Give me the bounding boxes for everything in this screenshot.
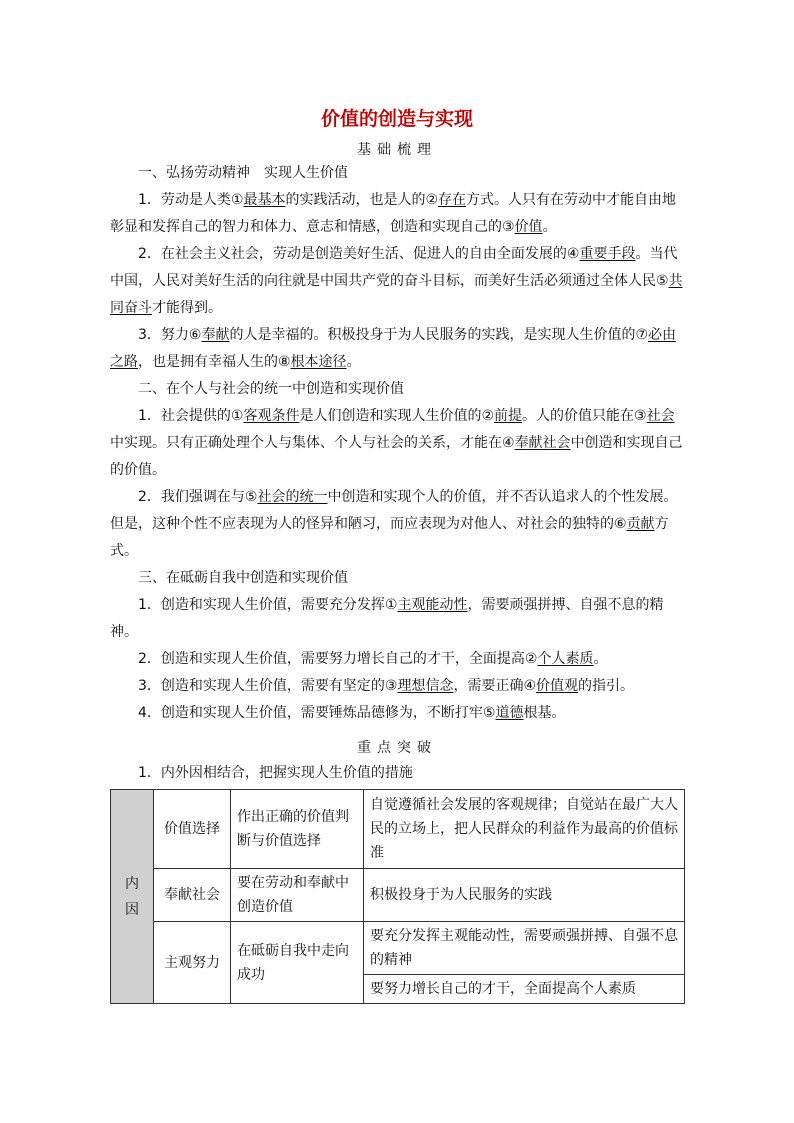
paragraph-self-4: 4．创造和实现人生价值，需要锤炼品德修为，不断打牢⑤道德根基。 [138,705,566,721]
paragraph-labor-2: 2．在社会主义社会，劳动是创造美好生活、促进人的自由全面发展的④重要手段。当代中国，人民对美好生活的向往就是中国共产党的奋斗目标，而美好生活必须通过全体人民⑤共同奋斗才能得到。 [110,246,683,316]
paragraph-labor-1: 1．劳动是人类①最基本的实践活动，也是人的②存在方式。人只有在劳动中才能自由地彰显和发挥自己的智力和体力、意志和情感，创造和实现自己的③价值。 [110,192,677,235]
answer-blank: 贡献 [626,516,655,532]
heading-labor-spirit: 一、弘扬劳动精神 实现人生价值 [138,165,348,181]
answer-blank: 最基本 [243,192,286,208]
table-row [111,922,685,975]
answer-blank: 客观条件 [243,408,300,424]
measures-table [110,789,685,1004]
answer-blank: 共同奋斗 [110,273,683,316]
answer-blank: 重要手段 [579,246,636,262]
answer-blank: 社会的统一 [257,489,328,505]
answer-blank: 理想信念 [397,678,454,694]
table-cell: 价值选择 [154,790,231,869]
section-heading-basics: 基础梳理 [357,142,437,158]
paragraph-labor-3: 3．努力⑥奉献的人是幸福的。积极投身于为人民服务的实践，是实现人生价值的⑦必由之路，也是拥有幸福人生的⑧根本途径。 [110,327,677,370]
paragraph-society-1: 1．社会提供的①客观条件是人们创造和实现人生价值的②前提。人的价值只能在③社会中实现。只有正确处理个人与集体、个人与社会的关系，才能在④奉献社会中创造和实现自己的价值。 [110,408,683,478]
internal-factor-label: 内 因 [111,790,154,1004]
answer-blank: 奉献社会 [514,435,571,451]
answer-blank: 道德 [495,705,524,721]
table-cell: 奉献社会 [154,869,231,922]
paragraph-self-2: 2．创造和实现人生价值，需要努力增长自己的才干，全面提高②个人素质。 [138,651,608,667]
table-cell: 积极投身于为人民服务的实践 [364,869,685,922]
table-row [111,790,685,869]
heading-self-improvement: 三、在砥砺自我中创造和实现价值 [138,570,348,586]
paragraph-society-2: 2．我们强调在与⑤社会的统一中创造和实现个人的价值，并不否认追求人的个性发展。但是，这种个性不应表现为人的怪异和陋习，而应表现为对他人、对社会的独特的⑥贡献方式。 [110,489,678,559]
table-cell: 主观努力 [154,922,231,1004]
heading-internal-external: 1．内外因相结合，把握实现人生价值的措施 [138,765,413,781]
answer-blank: 前提 [494,408,523,424]
basics-content [110,160,686,727]
answer-blank: 主观能动性 [397,597,468,613]
table-cell: 作出正确的价值判断与价值选择 [231,790,364,869]
answer-blank: 价值观 [536,678,579,694]
table-cell: 自觉遵循社会发展的客观规律；自觉站在最广大人民的立场上，把人民群众的利益作为最高的价值标准 [364,790,685,869]
paragraph-self-1: 1．创造和实现人生价值，需要充分发挥①主观能动性，需要顽强拼搏、自强不息的精神。 [110,597,664,640]
table-cell: 在砥砺自我中走向成功 [231,922,364,1004]
table-cell: 要努力增长自己的才干，全面提高个人素质 [364,975,685,1004]
answer-blank: 奉献 [201,327,230,343]
answer-blank: 个人素质 [537,651,594,667]
answer-blank: 社会 [646,408,675,424]
answer-blank: 必由之路 [110,327,677,370]
key-points-content [110,760,686,787]
heading-individual-society: 二、在个人与社会的统一中创造和实现价值 [138,381,404,397]
table-row [111,869,685,922]
answer-blank: 价值 [514,219,543,235]
table-cell: 要充分发挥主观能动性，需要顽强拼搏、自强不息的精神 [364,922,685,975]
section-heading-key-points: 重点突破 [357,740,437,756]
answer-blank: 存在 [438,192,467,208]
table-cell: 要在劳动和奉献中创造价值 [231,869,364,922]
answer-blank: 根本途径 [290,354,347,370]
document-title: 价值的创造与实现 [320,108,473,130]
paragraph-self-3: 3．创造和实现人生价值，需要有坚定的③理想信念，需要正确④价值观的指引。 [138,678,635,694]
